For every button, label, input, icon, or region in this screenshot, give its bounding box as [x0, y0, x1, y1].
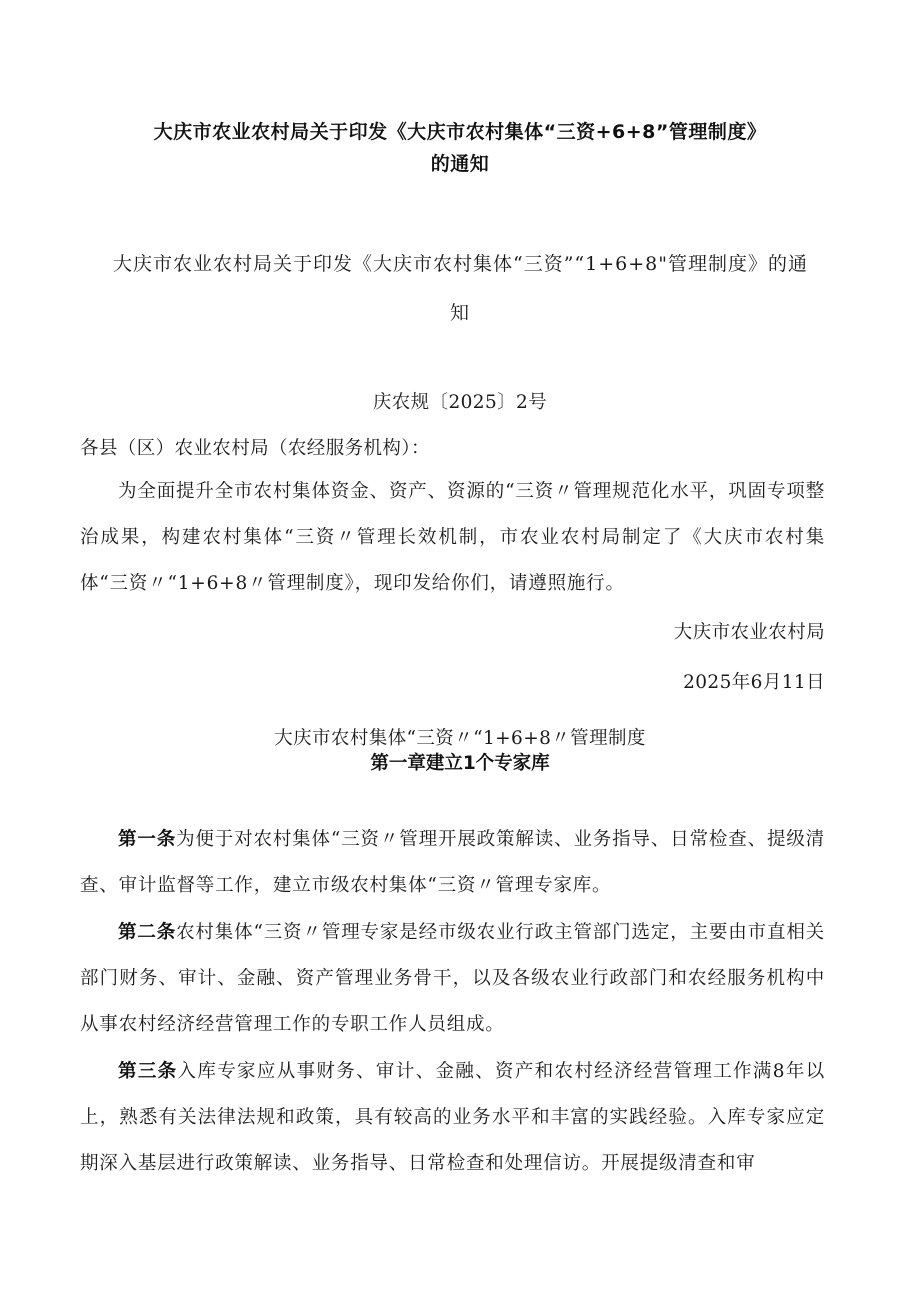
regulation-title: 大庆市农村集体“三资〃“1+6+8〃管理制度 — [274, 728, 646, 749]
article-3-label: 第三条 — [118, 1061, 178, 1082]
article-1 — [80, 817, 825, 909]
doc-title-line1: 大庆市农业农村局关于印发《大庆市农村集体“三资”“1+6+8"管理制度》的通 — [113, 253, 808, 275]
signature-issuer: 大庆市农业农村局 — [673, 622, 825, 643]
doc-number: 庆农规〔2025〕2号 — [372, 392, 548, 413]
article-1-text: 为便于对农村集体“三资〃管理开展政策解读、业务指导、日常检查、提级清查、审计监督等工作，建立市级农村集体“三资〃管理专家库。 — [80, 829, 825, 896]
chapter-title: 第一章建立1个专家库 — [370, 753, 550, 774]
header-title-line1: 大庆市农业农村局关于印发《大庆市农村集体“三资+6+8”管理制度》 — [153, 121, 767, 143]
article-1-label: 第一条 — [118, 829, 177, 850]
article-2-text: 农村集体“三资〃管理专家是经市级农业行政主管部门选定，主要由市直相关部门财务、审计、金融、资产管理业务骨干，以及各级农业行政部门和农经服务机构中从事农村经济经营管理工作的专职工作人员组成。 — [80, 922, 825, 1035]
header-title-line2: 的通知 — [430, 153, 490, 175]
addressee: 各县（区）农业农村局（农经服务机构）： — [80, 438, 430, 459]
doc-title-line2: 知 — [449, 302, 470, 324]
intro-paragraph-text: 为全面提升全市农村集体资金、资产、资源的“三资〃管理规范化水平，巩固专项整治成果，构建农村集体“三资〃管理长效机制，市农业农村局制定了《大庆市农村集体“三资〃“1+6+8〃管理制度》，现印发给你们，请遵照施行。 — [80, 481, 825, 594]
article-3-text: 入库专家应从事财务、审计、金融、资产和农村经济经营管理工作满8年以上，熟悉有关法律法规和政策，具有较高的业务水平和丰富的实践经验。入库专家应定期深入基层进行政策解读、业务指导、日常检查和处理信访。开展提级清查和审 — [80, 1061, 825, 1174]
article-2-label: 第二条 — [118, 922, 177, 943]
signature-date: 2025年6月11日 — [683, 672, 825, 693]
intro-paragraph — [80, 469, 825, 607]
article-3 — [80, 1049, 825, 1187]
article-2 — [80, 910, 825, 1048]
